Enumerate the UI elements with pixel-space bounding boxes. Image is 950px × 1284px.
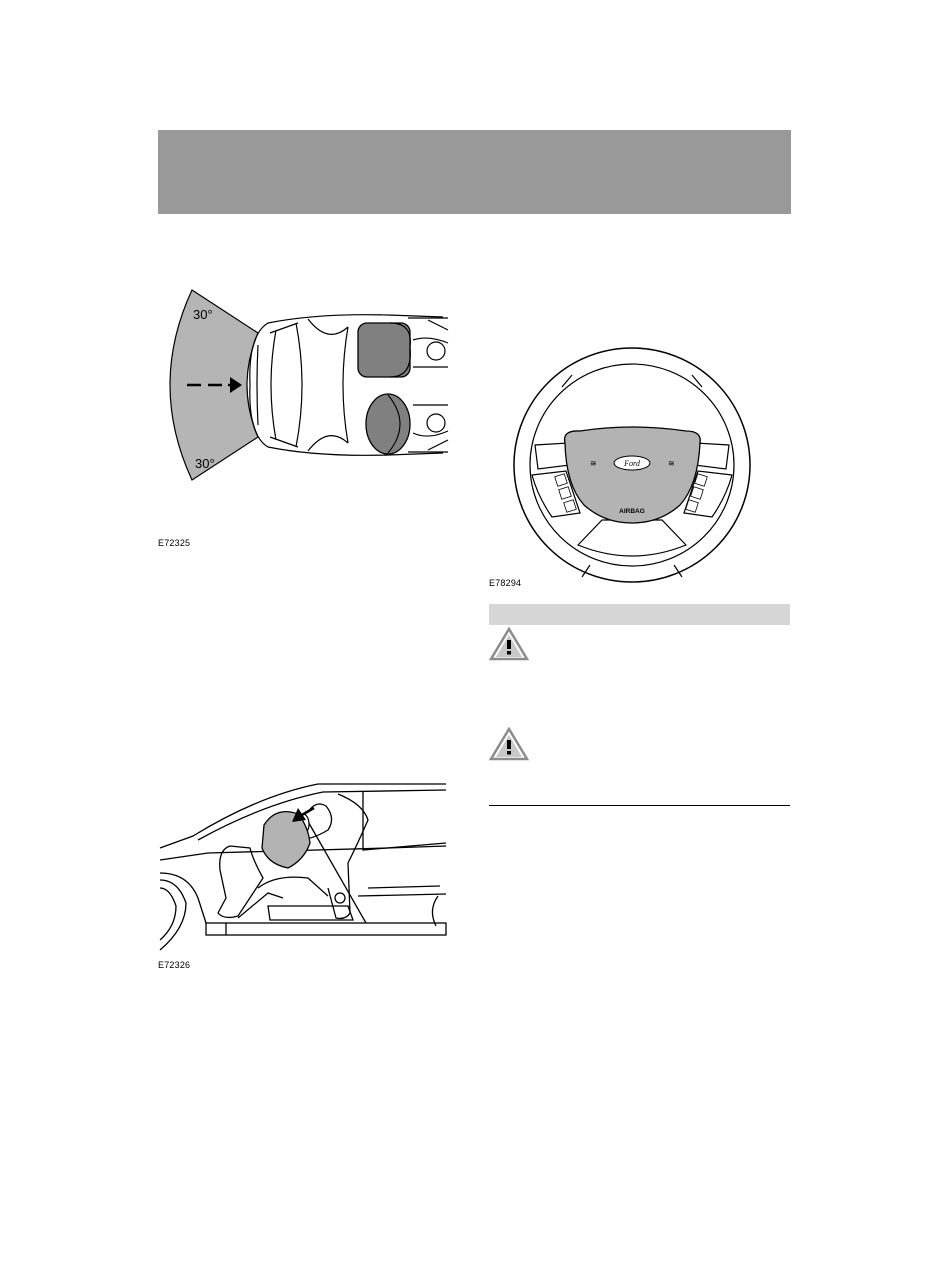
frontal-impact-diagram: [158, 285, 453, 485]
angle-bottom-label: 30°: [195, 456, 215, 471]
figure-code: E78294: [489, 578, 522, 588]
horn-right-icon: ≋: [668, 459, 675, 468]
driver-airbag: [366, 394, 410, 454]
car-side-outline: [160, 784, 446, 950]
steering-wheel-diagram: [510, 345, 755, 585]
warning-triangle-icon: [489, 727, 529, 761]
motion-arrow-icon: [292, 808, 314, 822]
section-divider: [489, 805, 790, 806]
page-header-bar: [158, 130, 791, 214]
figure-code: E72325: [158, 538, 191, 548]
section-bar: [489, 604, 790, 625]
side-airbag-diagram: [158, 778, 450, 953]
horn-left-icon: ≋: [590, 459, 597, 468]
angle-top-label: 30°: [193, 307, 213, 322]
airbag-label: AIRBAG: [619, 508, 645, 515]
brand-label: Ford: [624, 459, 640, 468]
car-top-outline: [250, 315, 448, 456]
passenger-airbag: [358, 323, 410, 377]
figure-code: E72326: [158, 960, 191, 970]
warning-triangle-icon: [489, 627, 529, 661]
